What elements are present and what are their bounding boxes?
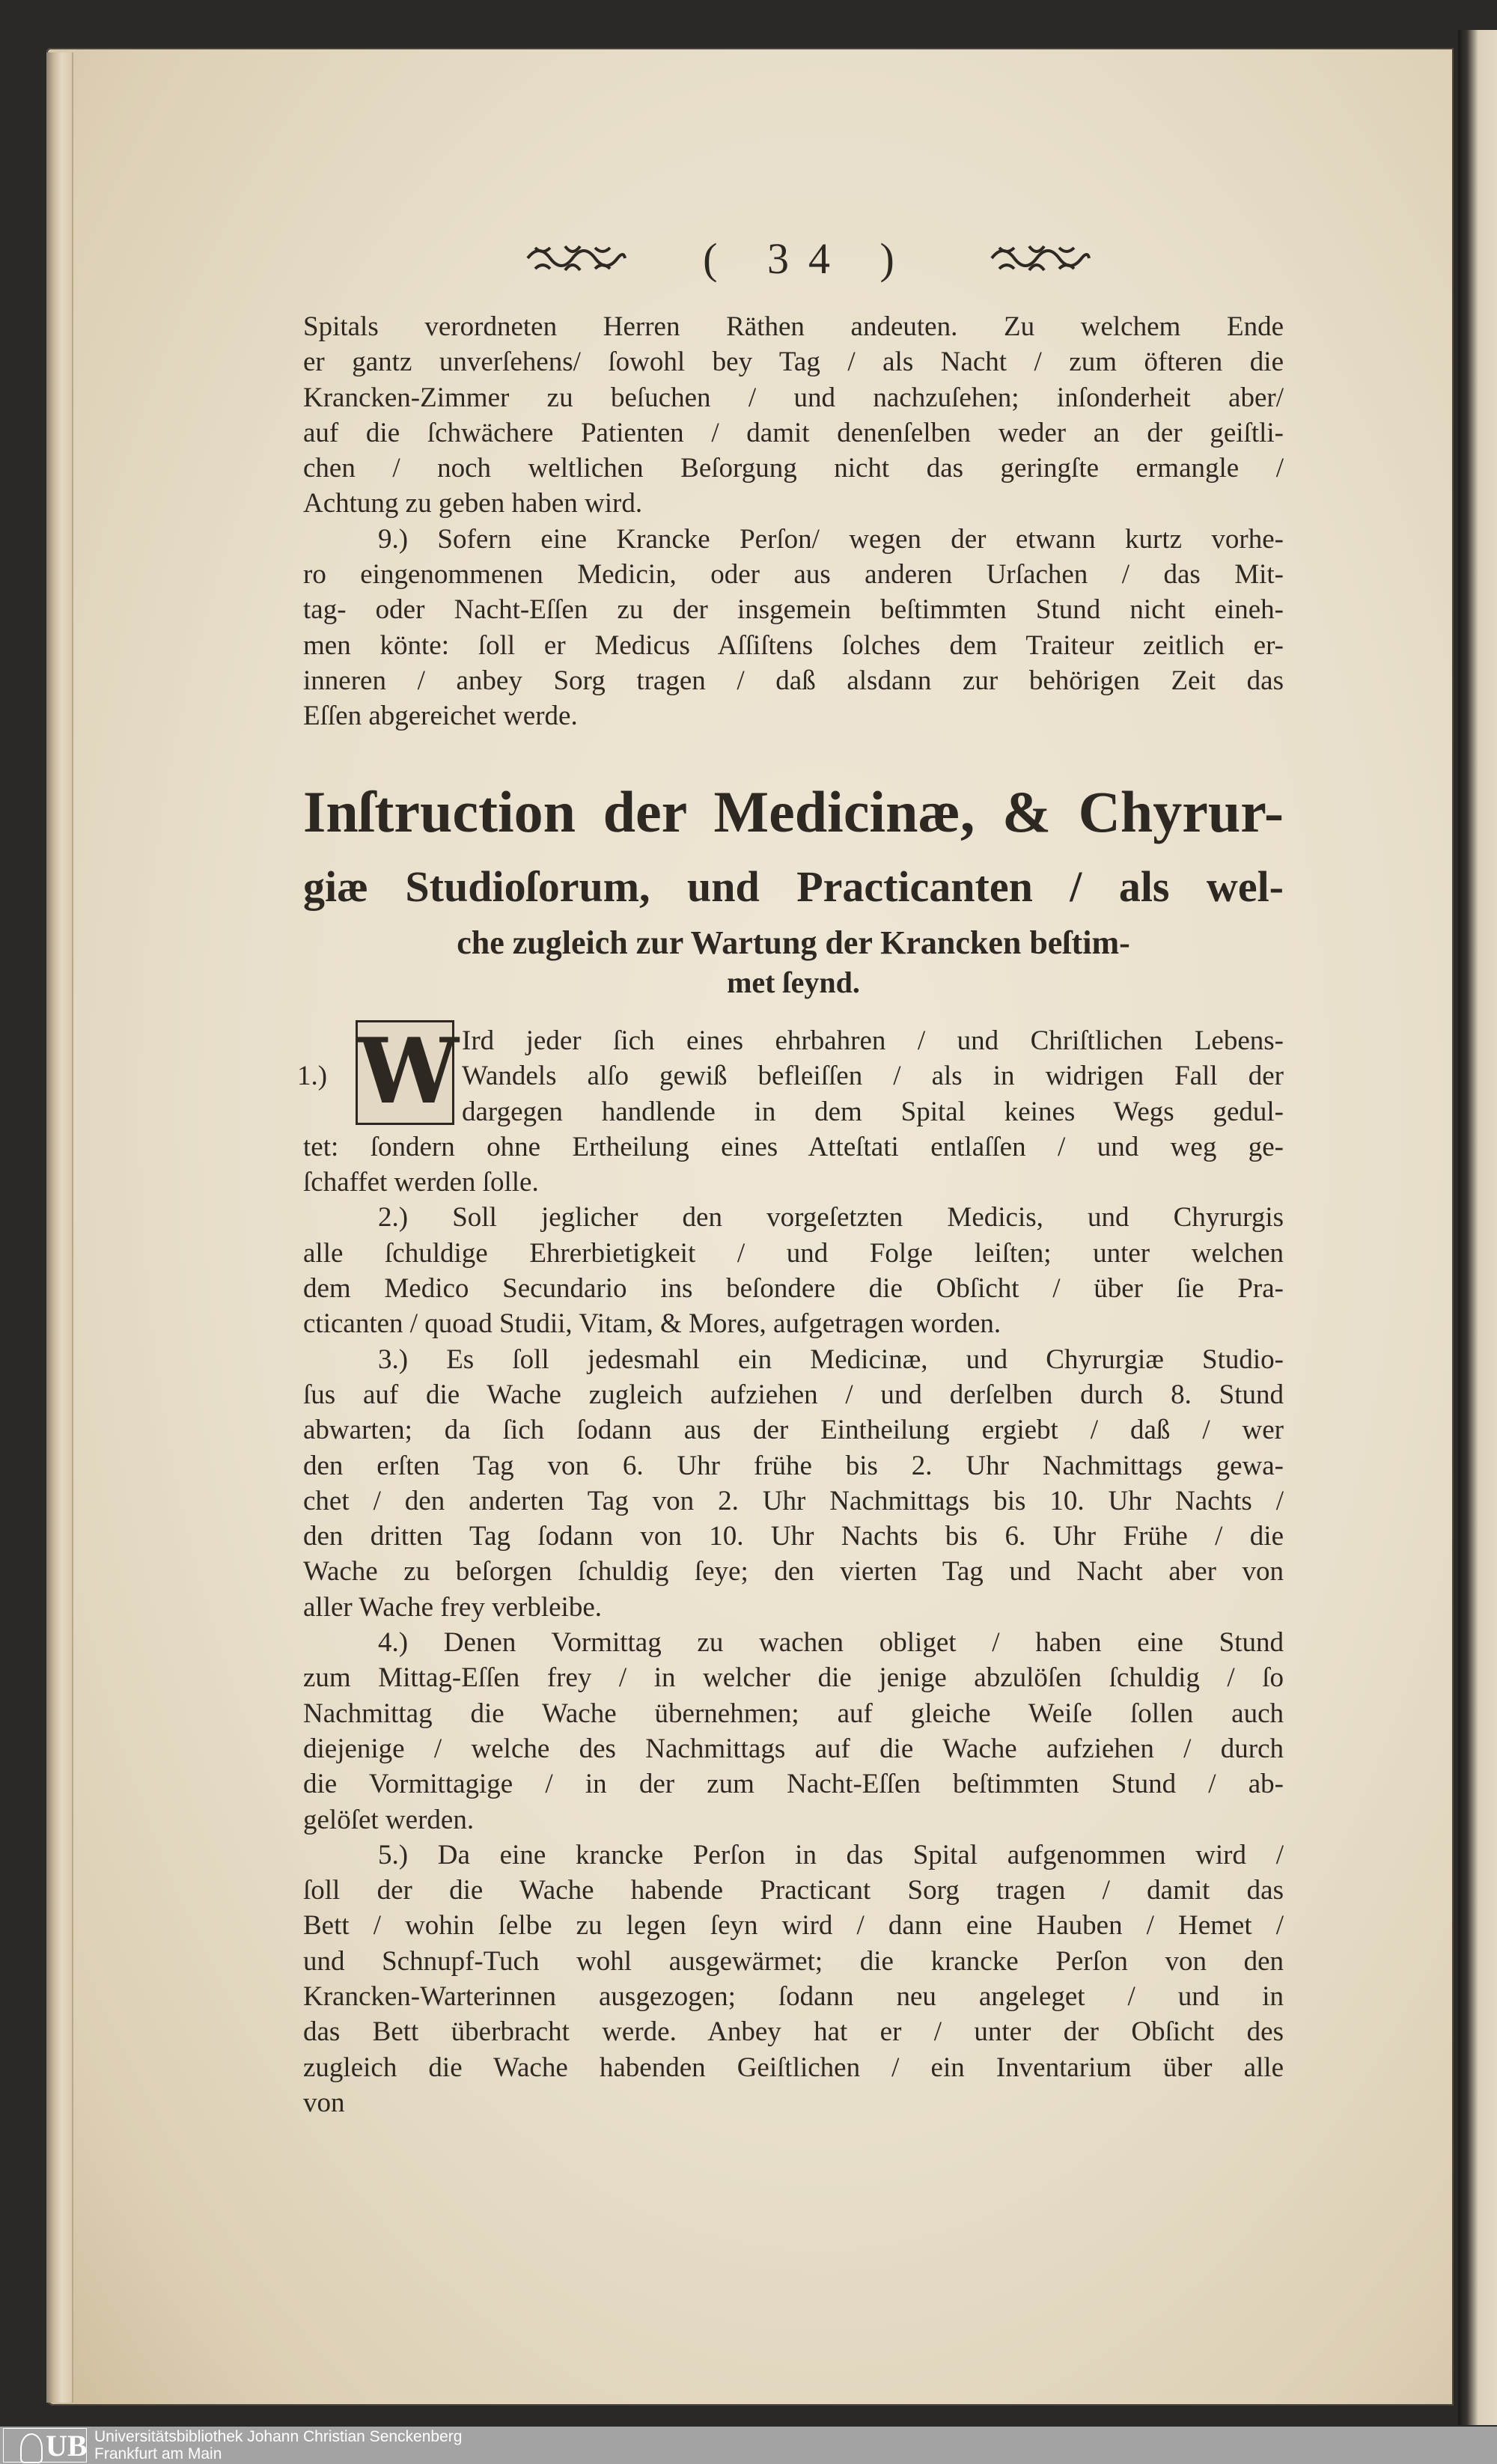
text-line: inneren / anbey Sorg tragen / daß alsdann zur behörigen Zeit das: [303, 665, 1284, 696]
text-line: cticanten / quoad Studii, Vitam, & Mores, aufgetragen worden.: [303, 1308, 1001, 1340]
text-line: tag- oder Nacht-Eſſen zu der insgemein beſtimmten Stund nicht eineh-: [303, 594, 1284, 626]
ornament-right-icon: [988, 237, 1093, 279]
text-line: 5.) Da eine krancke Perſon in das Spital aufgenommen wird /: [378, 1839, 1284, 1870]
text-line: Eſſen abgereichet werde.: [303, 701, 578, 732]
text-line: den erſten Tag von 6. Uhr frühe bis 2. Uhr Nachmittags gewa-: [303, 1450, 1284, 1481]
text-line: gelöſet werden.: [303, 1804, 475, 1835]
text-line: zugleich die Wache habenden Geiſtlichen / ein Inventarium über alle: [303, 2052, 1284, 2083]
text-line: dem Medico Secundario ins beſondere die Obſicht / über ſie Pra-: [303, 1273, 1284, 1305]
text-line: ſoll der die Wache habende Practicant Sorg tragen / damit das: [303, 1875, 1284, 1906]
text-line: er gantz unverſehens/ ſowohl bey Tag / als Nacht / zum öfteren die: [303, 347, 1284, 378]
text-line: ſchaffet werden ſolle.: [303, 1167, 539, 1198]
text-line: 3.) Es ſoll jedesmahl ein Medicinæ, und Chyrurgiæ Studio-: [378, 1344, 1284, 1375]
paragraph-continued: [303, 309, 1284, 522]
text-line: aller Wache frey verbleibe.: [303, 1591, 602, 1623]
section-title: [303, 771, 1284, 1000]
text-line: Spitals verordneten Herren Räthen andeuten. Zu welchem Ende: [303, 311, 1284, 342]
text-line: dargegen handlende in dem Spital keines Wegs gedul-: [462, 1096, 1284, 1127]
paragraph-item-2: [303, 1200, 1284, 1341]
text-line: diejenige / welche des Nachmittags auf die Wache aufziehen / durch: [303, 1733, 1284, 1764]
text-line: 9.) Sofern eine Krancke Perſon/ wegen der etwann kurtz vorhe-: [378, 523, 1284, 555]
text-line: zum Mittag-Eſſen frey / in welcher die jenige abzulöſen ſchuldig / ſo: [303, 1662, 1284, 1694]
paragraph-item-9: [303, 522, 1284, 734]
ornament-left-icon: [524, 237, 629, 279]
institution-city: Frankfurt am Main: [94, 2445, 222, 2463]
item-number: 1.): [297, 1061, 328, 1091]
section-title-line: met ſeynd.: [727, 966, 860, 999]
section-title-line: Inſtruction der Medicinæ, & Chyrur-: [303, 779, 1284, 844]
adjacent-page-edge: [1458, 30, 1497, 2425]
body-text-top: [303, 309, 1284, 734]
section-title-line: giæ Studioſorum, und Practicanten / als wel-: [303, 862, 1284, 911]
text-line: 2.) Soll jeglicher den vorgeſetzten Medicis, und Chyrurgis: [378, 1202, 1284, 1233]
catchword: von: [303, 2087, 345, 2118]
text-line: abwarten; da ſich ſodann aus der Eintheilung ergiebt / daß / wer: [303, 1415, 1284, 1446]
portrait-icon: [20, 2433, 43, 2463]
text-line: Wache zu beſorgen ſchuldig ſeye; den vierten Tag und Nacht aber von: [303, 1556, 1284, 1588]
text-line: tet: ſondern ohne Ertheilung eines Atteſtati entlaſſen / und weg ge-: [303, 1131, 1284, 1162]
text-line: Achtung zu geben haben wird.: [303, 488, 643, 519]
page-header: [524, 228, 1093, 288]
text-line: Ird jeder ſich eines ehrbahren / und Chriſtlichen Lebens-: [462, 1025, 1284, 1056]
paragraph-item-3: [303, 1342, 1284, 1625]
text-line: Krancken-Zimmer zu beſuchen / und nachzuſehen; inſonderheit aber/: [303, 382, 1284, 413]
text-line: und Schnupf-Tuch wohl ausgewärmet; die krancke Perſon von den: [303, 1945, 1284, 1977]
text-line: men könte: ſoll er Medicus Aſſiſtens ſolches dem Traiteur zeitlich er-: [303, 629, 1284, 661]
text-line: chen / noch weltlichen Beſorgung nicht das geringſte ermangle /: [303, 453, 1284, 484]
text-line: 4.) Denen Vormittag zu wachen obliget / haben eine Stund: [378, 1627, 1284, 1659]
text-line: Wandels alſo gewiß befleiſſen / als in widrigen Fall der: [462, 1061, 1284, 1092]
body-text-instructions: [297, 1019, 1284, 2120]
page-number: ( 34 ): [703, 234, 914, 283]
library-logo: [3, 2428, 87, 2463]
drop-cap-initial: W: [356, 1020, 454, 1125]
page-binding-edge: [46, 52, 73, 2403]
paragraph-item-4: [303, 1625, 1284, 1838]
text-line: ro eingenommenen Medicin, oder aus anderen Urſachen / das Mit-: [303, 559, 1284, 591]
institution-name: Universitätsbibliothek Johann Christian Senckenberg: [94, 2428, 463, 2445]
paragraph-item-5: [303, 1838, 1284, 2085]
logo-text: UB: [46, 2429, 88, 2463]
text-line: alle ſchuldige Ehrerbietigkeit / und Folge leiſten; unter welchen: [303, 1237, 1284, 1269]
text-line: chet / den anderten Tag von 2. Uhr Nachmittags bis 10. Uhr Nachts /: [303, 1485, 1284, 1516]
text-line: Nachmittag die Wache übernehmen; auf gleiche Weiſe ſollen auch: [303, 1698, 1284, 1729]
text-line: die Vormittagige / in der zum Nacht-Eſſen beſtimmten Stund / ab-: [303, 1769, 1284, 1800]
library-footer-bar: [0, 2427, 1497, 2464]
text-line: den dritten Tag ſodann von 10. Uhr Nachts bis 6. Uhr Frühe / die: [303, 1521, 1284, 1552]
text-line: ſus auf die Wache zugleich aufziehen / und derſelben durch 8. Stund: [303, 1379, 1284, 1410]
text-line: Krancken-Warterinnen ausgezogen; ſodann neu angeleget / und in: [303, 1981, 1284, 2013]
section-title-line: che zugleich zur Wartung der Krancken beſtim-: [457, 924, 1130, 961]
text-line: Bett / wohin ſelbe zu legen ſeyn wird / dann eine Hauben / Hemet /: [303, 1910, 1284, 1942]
text-line: auf die ſchwächere Patienten / damit denenſelben weder an der geiſtli-: [303, 417, 1284, 448]
text-line: das Bett überbracht werde. Anbey hat er / unter der Obſicht des: [303, 2016, 1284, 2048]
